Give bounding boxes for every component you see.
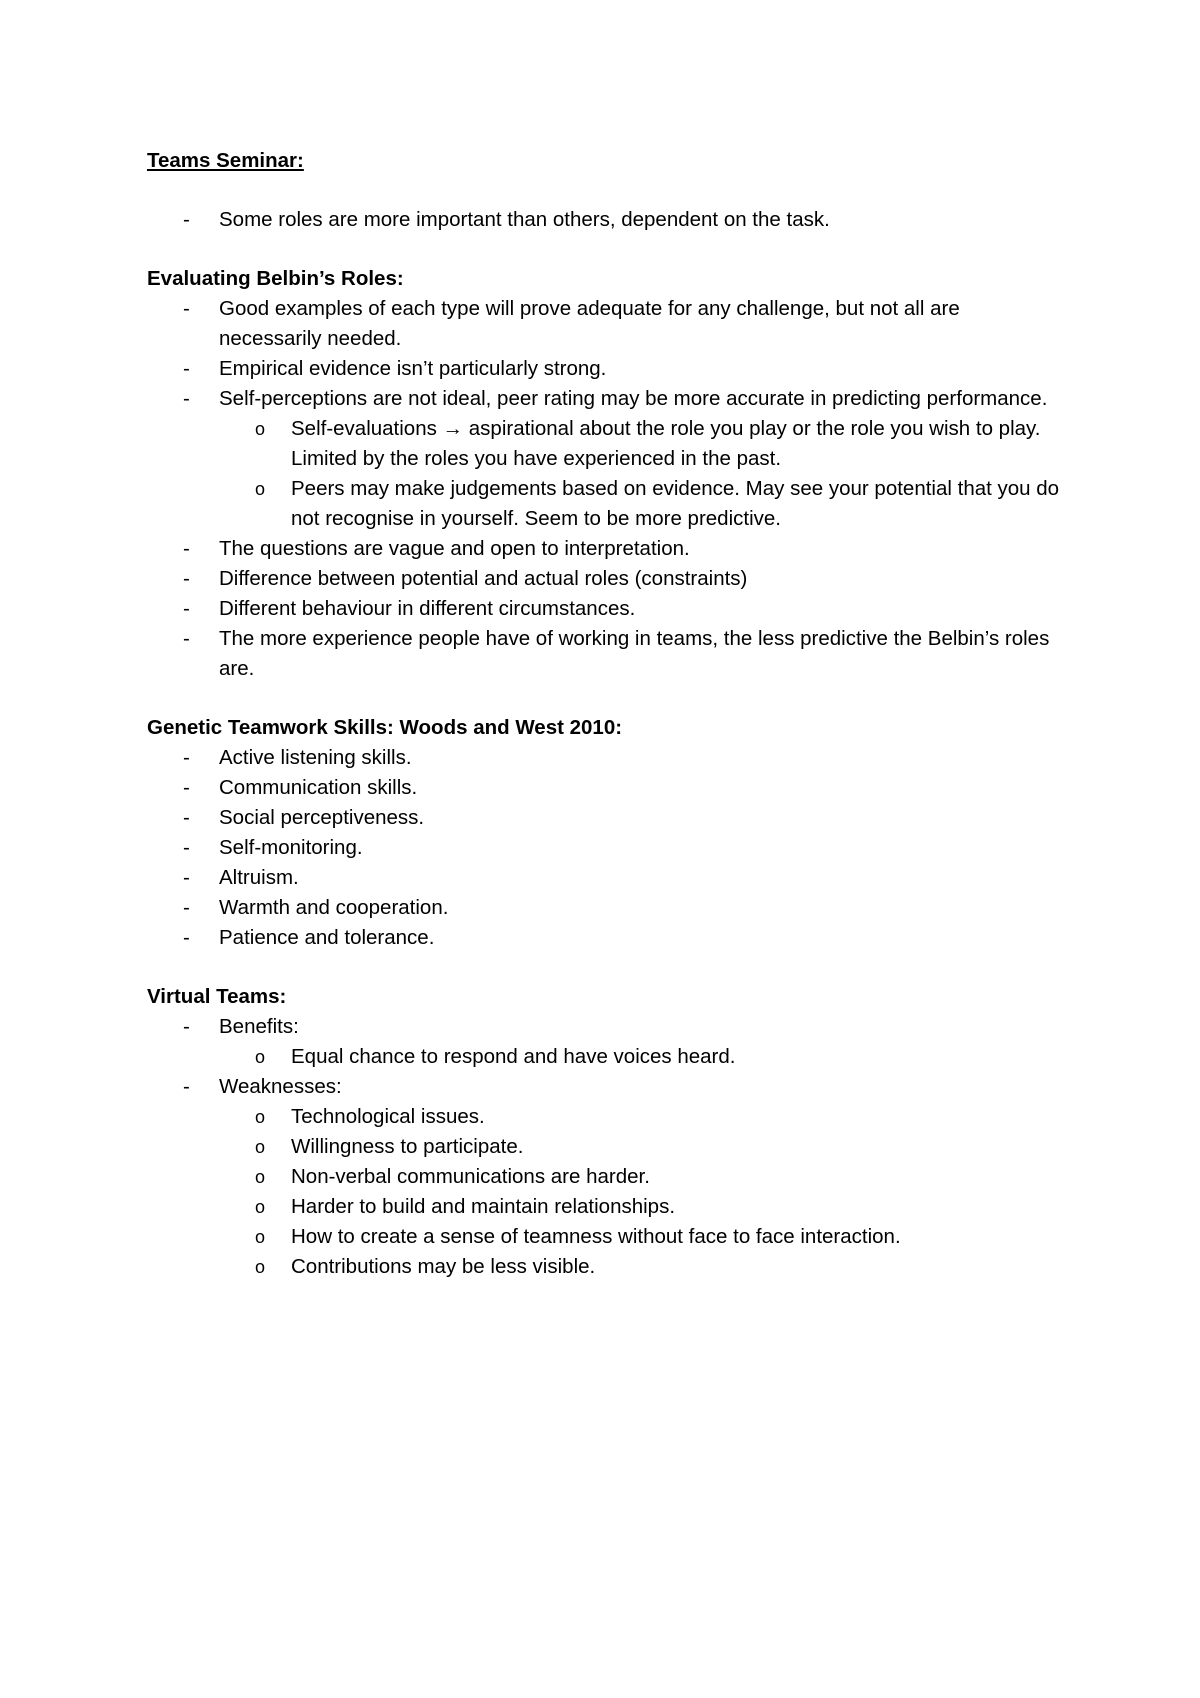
list-item-text: Self-perceptions are not ideal, peer rating may be more accurate in predicting performance. (219, 387, 1048, 410)
sub-list-item (219, 1192, 1067, 1222)
document-title: Teams Seminar: (147, 149, 304, 172)
list-item (147, 294, 1067, 354)
list-item (147, 833, 1067, 863)
circle-marker: o (255, 1137, 266, 1157)
list-item-text: Empirical evidence isn’t particularly strong. (219, 357, 607, 380)
sub-item-text: Non-verbal communications are harder. (291, 1165, 650, 1188)
circle-marker: o (255, 1107, 266, 1127)
list-item-text: Some roles are more important than others, dependent on the task. (219, 208, 830, 231)
circle-marker: o (255, 1257, 266, 1277)
section-heading-belbin: Evaluating Belbin’s Roles: (147, 267, 404, 290)
dash-marker: - (183, 1015, 190, 1038)
list-item (147, 534, 1067, 564)
sub-list-item (219, 474, 1067, 534)
list-item (147, 1072, 1067, 1282)
dash-marker: - (183, 208, 190, 231)
dash-marker: - (183, 896, 190, 919)
dash-marker: - (183, 387, 190, 410)
sub-item-text: Harder to build and maintain relationships. (291, 1195, 676, 1218)
circle-marker: o (255, 419, 266, 439)
list-item (147, 863, 1067, 893)
list-item (147, 743, 1067, 773)
list-item-text: The questions are vague and open to interpretation. (219, 537, 690, 560)
dash-marker: - (183, 746, 190, 769)
list-item-text: Social perceptiveness. (219, 806, 425, 829)
list-item (147, 384, 1067, 534)
dash-marker: - (183, 297, 190, 320)
section-heading-teamwork-skills: Genetic Teamwork Skills: Woods and West 2010: (147, 716, 623, 739)
list-item-text: Good examples of each type will prove adequate for any challenge, but not all are necessarily needed. (219, 297, 960, 350)
dash-marker: - (183, 776, 190, 799)
dash-marker: - (183, 1075, 190, 1098)
sub-item-text: Self-evaluations (291, 417, 437, 440)
list-item (147, 624, 1067, 684)
sub-list-item (219, 1102, 1067, 1132)
sub-list-item (219, 1042, 1067, 1072)
sub-item-text: Contributions may be less visible. (291, 1255, 596, 1278)
document-content (147, 146, 1067, 1282)
sub-list-item (219, 1162, 1067, 1192)
dash-marker: - (183, 806, 190, 829)
list-item-text: Active listening skills. (219, 746, 412, 769)
circle-marker: o (255, 1167, 266, 1187)
belbin-list (147, 294, 1067, 684)
list-item (147, 923, 1067, 953)
spacer (147, 953, 1067, 982)
dash-marker: - (183, 866, 190, 889)
sub-item-text: Technological issues. (291, 1105, 485, 1128)
virtual-teams-list (147, 1012, 1067, 1282)
dash-marker: - (183, 537, 190, 560)
dash-marker: - (183, 567, 190, 590)
sub-list-item (219, 1222, 1067, 1252)
list-item (147, 1012, 1067, 1072)
circle-marker: o (255, 1227, 266, 1247)
list-item (147, 594, 1067, 624)
list-item-text: Different behaviour in different circumstances. (219, 597, 636, 620)
spacer (147, 176, 1067, 205)
list-item (147, 773, 1067, 803)
sub-list-item (219, 414, 1067, 474)
list-item (147, 354, 1067, 384)
list-item (147, 564, 1067, 594)
spacer (147, 235, 1067, 264)
list-item-text: Weaknesses: (219, 1075, 342, 1098)
sub-item-text: aspirational about the role you play or the role you wish to play. Limited by the roles you have experienced in the past. (291, 417, 1041, 470)
sub-list-item (219, 1132, 1067, 1162)
spacer (147, 684, 1067, 713)
sub-list (219, 1102, 1067, 1282)
sub-list (219, 414, 1067, 534)
list-item-text: The more experience people have of working in teams, the less predictive the Belbin’s roles are. (219, 627, 1050, 680)
list-item-text: Self-monitoring. (219, 836, 363, 859)
dash-marker: - (183, 597, 190, 620)
list-item-text: Difference between potential and actual roles (constraints) (219, 567, 748, 590)
sub-item-text: Equal chance to respond and have voices heard. (291, 1045, 736, 1068)
list-item-text: Patience and tolerance. (219, 926, 435, 949)
dash-marker: - (183, 627, 190, 650)
dash-marker: - (183, 836, 190, 859)
list-item-text: Communication skills. (219, 776, 418, 799)
list-item (147, 803, 1067, 833)
arrow-right-icon: → (442, 417, 464, 440)
dash-marker: - (183, 357, 190, 380)
teamwork-skills-list (147, 743, 1067, 953)
dash-marker: - (183, 926, 190, 949)
list-item-text: Benefits: (219, 1015, 299, 1038)
sub-item-text: How to create a sense of teamness without face to face interaction. (291, 1225, 901, 1248)
list-item (147, 893, 1067, 923)
circle-marker: o (255, 479, 266, 499)
list-item-text: Altruism. (219, 866, 299, 889)
list-item (147, 205, 1067, 235)
sub-item-text: Willingness to participate. (291, 1135, 524, 1158)
circle-marker: o (255, 1047, 266, 1067)
circle-marker: o (255, 1197, 266, 1217)
intro-list (147, 205, 1067, 235)
list-item-text: Warmth and cooperation. (219, 896, 449, 919)
sub-list (219, 1042, 1067, 1072)
sub-list-item (219, 1252, 1067, 1282)
sub-item-text: Peers may make judgements based on evidence. May see your potential that you do not recognise in yourself. Seem to be more predictive. (291, 477, 1060, 530)
section-heading-virtual-teams: Virtual Teams: (147, 985, 287, 1008)
